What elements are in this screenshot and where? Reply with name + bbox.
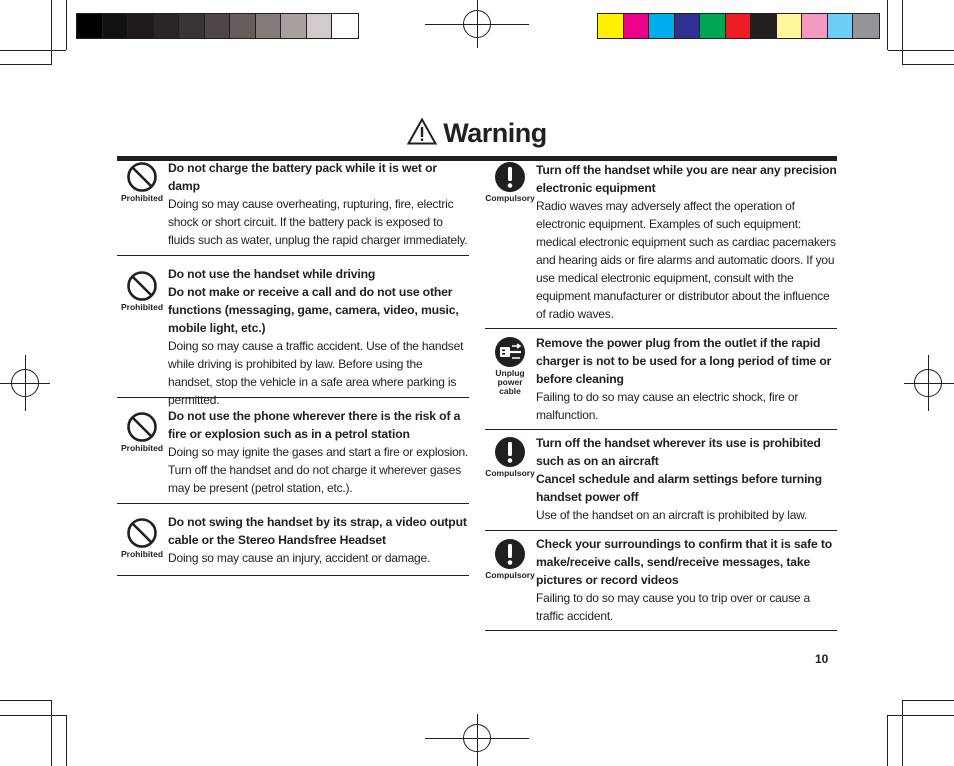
item-body: Failing to do so may cause you to trip over or cause a traffic accident. [536,591,811,623]
item-body: Doing so may cause overheating, rupturing, fire, electric shock or short circuit. If the battery pack is exposed to fluids such as water, unplug the rapid charger immediately. [168,197,468,247]
color-swatch [700,14,726,38]
item-body: Doing so may cause a traffic accident. Use of the handset while driving is prohibited by law. Before using the handset, stop the vehicle in a safe area where parking is permitted. [168,339,464,407]
color-swatch [179,14,205,38]
left-column [117,156,469,576]
color-swatch [103,14,129,38]
color-swatch [726,14,752,38]
item-body: Use of the handset on an aircraft is prohibited by law. [536,508,808,522]
warning-triangle-icon [407,118,437,145]
unplug-caption-line2: cable [499,386,521,396]
prohibited-icon [126,411,158,443]
color-swatch [649,14,675,38]
warning-item [485,156,837,329]
item-title: Check your surroundings to confirm that it is safe to make/receive calls, send/receive messages, take pictures or record videos [536,537,833,587]
item-title: Cancel schedule and alarm settings before turning handset power off [536,472,822,504]
prohibited-icon [126,270,158,302]
color-swatch [751,14,777,38]
color-swatch [154,14,180,38]
grayscale-color-bar [76,13,359,39]
warning-item [485,430,837,531]
warning-item [117,156,469,256]
page-number: 10 [815,652,829,666]
item-body: Failing to do so may cause an electric shock, fire or malfunction. [536,390,799,422]
prohibited-caption: Prohibited [120,443,164,453]
item-title: Do not use the handset while driving [168,267,376,281]
item-body: Radio waves may adversely affect the operation of electronic equipment. Examples of such equipment: medical electronic equipment such as cardiac pacemakers and hearing aids or fire alarms and automatic doors. If you use medical electronic equipment, consult with the equipment manufacturer or distributor about the influence of radio waves. [536,199,836,321]
color-swatch [230,14,256,38]
compulsory-caption: Compulsory [485,193,535,203]
unplug-caption-line1: Unplug power [495,368,525,387]
item-body: Doing so may ignite the gases and start a fire or explosion. Turn off the handset and do not charge it wherever gases may be present (petrol station, etc.). [168,445,469,495]
compulsory-icon [494,436,526,468]
color-swatch [332,14,358,38]
color-swatch [256,14,282,38]
color-swatch [281,14,307,38]
item-title: Do not make or receive a call and do not use other functions (messaging, game, camera, video, music, mobile light, etc.) [168,285,459,335]
color-swatch [675,14,701,38]
prohibited-caption: Prohibited [120,193,164,203]
color-swatch [828,14,854,38]
warning-heading [117,116,837,161]
warning-item [117,256,469,407]
compulsory-caption: Compulsory [485,468,535,478]
item-title: Do not use the phone wherever there is the risk of a fire or explosion such as in a petrol station [168,409,461,441]
unplug-power-cable-icon [494,336,526,368]
item-title: Do not swing the handset by its strap, a video output cable or the Stereo Handsfree Headset [168,515,467,547]
prohibited-icon [126,517,158,549]
prohibited-caption: Prohibited [120,302,164,312]
warning-item [485,329,837,430]
item-body: Doing so may cause an injury, accident or damage. [168,551,431,565]
right-column [485,156,837,631]
color-swatch [598,14,624,38]
color-swatch [802,14,828,38]
compulsory-icon [494,161,526,193]
compulsory-caption: Compulsory [485,570,535,580]
color-swatch [853,14,879,38]
color-swatch [205,14,231,38]
process-color-bar [597,13,880,39]
warning-item [485,531,837,631]
item-title: Turn off the handset wherever its use is prohibited such as on an aircraft [536,436,821,468]
color-swatch [77,14,103,38]
item-title: Turn off the handset while you are near any precision electronic equipment [536,163,837,195]
color-swatch [128,14,154,38]
color-swatch [624,14,650,38]
item-title: Do not charge the battery pack while it is wet or damp [168,161,437,193]
page-title: Warning [443,118,547,148]
color-swatch [307,14,333,38]
item-title: Remove the power plug from the outlet if the rapid charger is not to be used for a long period of time or before cleaning [536,336,832,386]
prohibited-caption: Prohibited [120,549,164,559]
compulsory-icon [494,538,526,570]
warning-item [117,504,469,576]
prohibited-icon [126,161,158,193]
warning-item [117,398,469,504]
color-swatch [777,14,803,38]
